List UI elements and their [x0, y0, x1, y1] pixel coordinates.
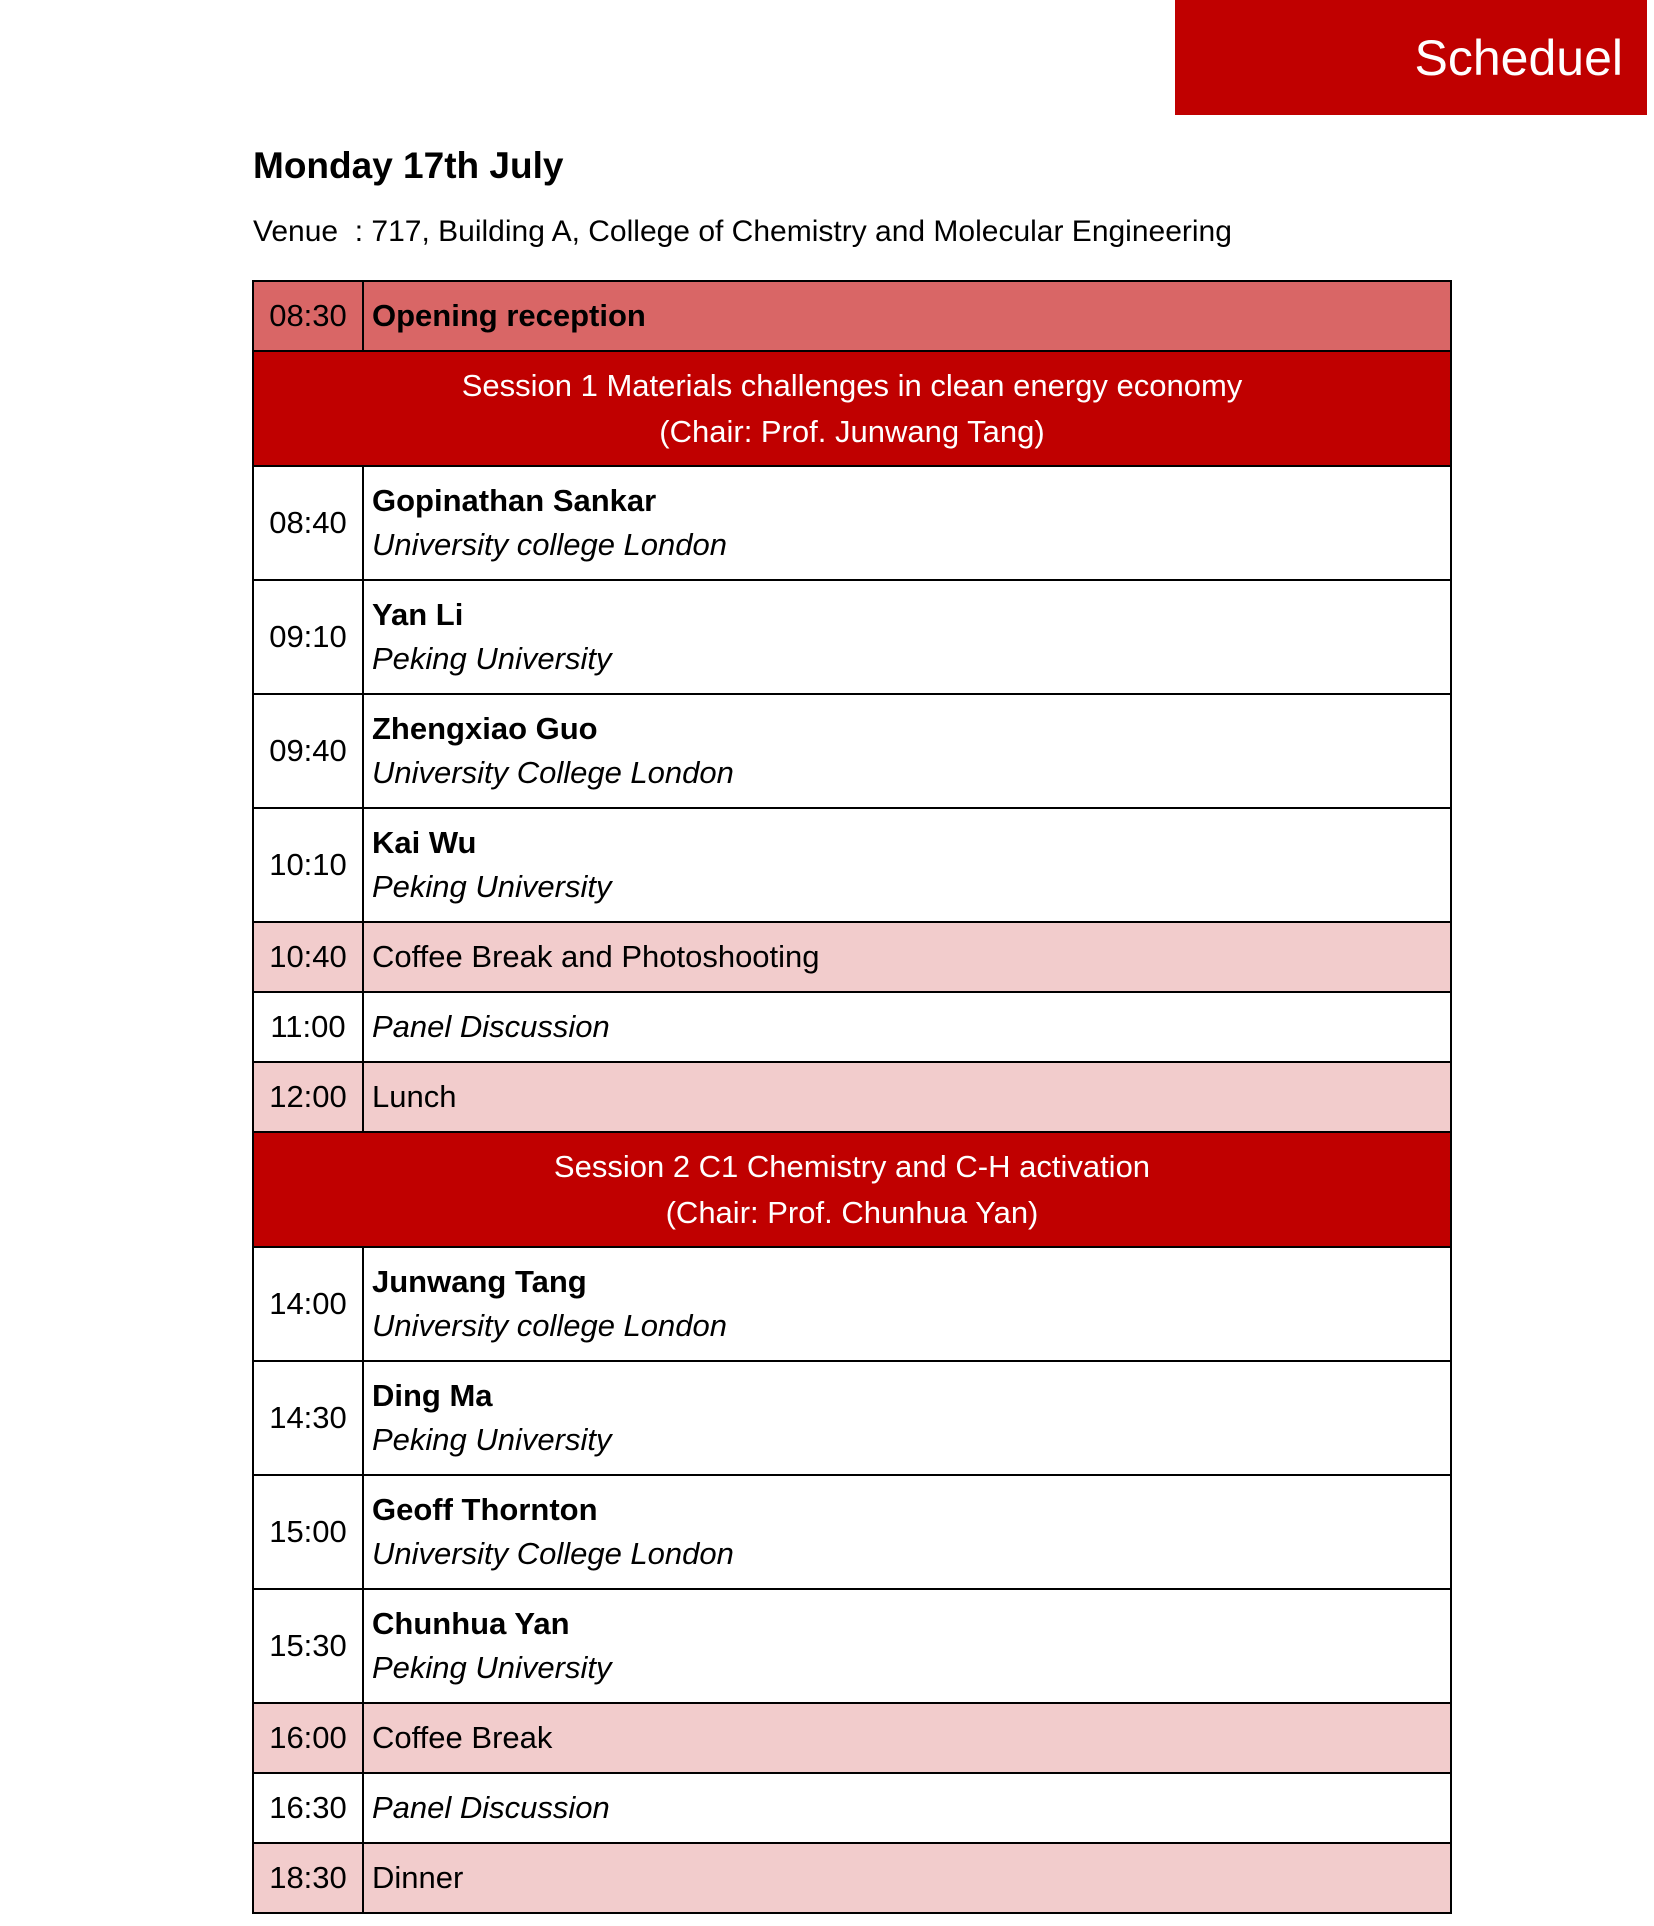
- speaker-name: Ding Ma: [372, 1378, 493, 1413]
- speaker-affiliation: University college London: [372, 1308, 727, 1343]
- session-title: Session 2 C1 Chemistry and C-H activation: [553, 1148, 1151, 1184]
- coffee-break-row: [253, 1703, 1451, 1773]
- talk-cell: [363, 1589, 1451, 1703]
- session-header-row: [253, 1132, 1451, 1247]
- time-cell: 10:10: [253, 808, 363, 922]
- talk-cell: [363, 694, 1451, 808]
- event-label: Dinner: [363, 1843, 1451, 1913]
- talk-cell: [363, 1247, 1451, 1361]
- talk-row: [253, 808, 1451, 922]
- page-title-banner: [1175, 0, 1647, 115]
- time-cell: 12:00: [253, 1062, 363, 1132]
- speaker-affiliation: Peking University: [372, 641, 612, 676]
- time-cell: 15:30: [253, 1589, 363, 1703]
- speaker-name: Geoff Thornton: [372, 1492, 598, 1527]
- speaker-name: Zhengxiao Guo: [372, 711, 598, 746]
- speaker-affiliation: University College London: [372, 1536, 734, 1571]
- event-label: Lunch: [363, 1062, 1451, 1132]
- speaker-affiliation: Peking University: [372, 1650, 612, 1685]
- time-cell: 09:40: [253, 694, 363, 808]
- time-cell: 11:00: [253, 992, 363, 1062]
- talk-row: [253, 694, 1451, 808]
- time-cell: 14:30: [253, 1361, 363, 1475]
- speaker-affiliation: Peking University: [372, 1422, 612, 1457]
- time-cell: 08:40: [253, 466, 363, 580]
- time-cell: 09:10: [253, 580, 363, 694]
- talk-row: [253, 1475, 1451, 1589]
- session-chair: (Chair: Prof. Chunhua Yan): [665, 1194, 1039, 1230]
- time-cell: 08:30: [253, 281, 363, 351]
- event-label: Opening reception: [363, 281, 1451, 351]
- talk-row: [253, 466, 1451, 580]
- speaker-affiliation: University college London: [372, 527, 727, 562]
- talk-cell: [363, 808, 1451, 922]
- session-title: Session 1 Materials challenges in clean energy economy: [461, 367, 1243, 403]
- event-label: Panel Discussion: [363, 1773, 1451, 1843]
- event-label: Coffee Break: [363, 1703, 1451, 1773]
- time-cell: 15:00: [253, 1475, 363, 1589]
- coffee-break-row: [253, 922, 1451, 992]
- panel-discussion-row: [253, 1773, 1451, 1843]
- speaker-name: Kai Wu: [372, 825, 477, 860]
- dinner-row: [253, 1843, 1451, 1913]
- time-cell: 18:30: [253, 1843, 363, 1913]
- talk-row: [253, 580, 1451, 694]
- speaker-name: Gopinathan Sankar: [372, 483, 657, 518]
- speaker-name: Junwang Tang: [372, 1264, 587, 1299]
- talk-row: [253, 1361, 1451, 1475]
- time-cell: 16:00: [253, 1703, 363, 1773]
- speaker-name: Chunhua Yan: [372, 1606, 570, 1641]
- session-header-row: [253, 351, 1451, 466]
- time-cell: 10:40: [253, 922, 363, 992]
- speaker-affiliation: University College London: [372, 755, 734, 790]
- page-title: Scheduel: [1414, 29, 1623, 86]
- talk-cell: [363, 1475, 1451, 1589]
- day-heading: Monday 17th July: [253, 145, 564, 186]
- event-label: Panel Discussion: [363, 992, 1451, 1062]
- talk-cell: [363, 1361, 1451, 1475]
- schedule-table: [252, 280, 1452, 1914]
- panel-discussion-row: [253, 992, 1451, 1062]
- event-label: Coffee Break and Photoshooting: [363, 922, 1451, 992]
- session-header: [253, 351, 1451, 466]
- time-cell: 14:00: [253, 1247, 363, 1361]
- time-cell: 16:30: [253, 1773, 363, 1843]
- session-header: [253, 1132, 1451, 1247]
- speaker-affiliation: Peking University: [372, 869, 612, 904]
- session-chair: (Chair: Prof. Junwang Tang): [659, 413, 1045, 449]
- venue-line: Venue : 717, Building A, College of Chemistry and Molecular Engineering: [253, 215, 1232, 248]
- talk-cell: [363, 466, 1451, 580]
- opening-row: [253, 281, 1451, 351]
- talk-row: [253, 1247, 1451, 1361]
- lunch-row: [253, 1062, 1451, 1132]
- talk-cell: [363, 580, 1451, 694]
- talk-row: [253, 1589, 1451, 1703]
- speaker-name: Yan Li: [372, 597, 464, 632]
